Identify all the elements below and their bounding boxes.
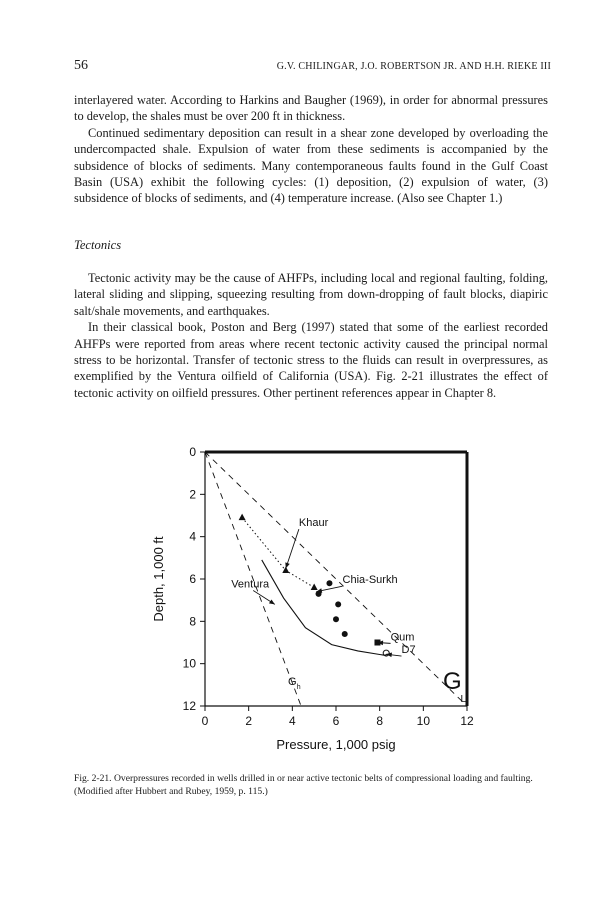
y-tick-label: 8 [189, 614, 196, 629]
figure-caption: Fig. 2-21. Overpressures recorded in wells drilled in or near active tectonic belts of compressional loading and faulting. (Modified after Hubbert and Rubey, 1959, p. 115.) [74, 773, 533, 797]
annotation-khaur: Khaur [298, 517, 329, 530]
paragraph-4: In their classical book, Poston and Berg (1997) stated that some of the earliest recorded AHFPs were reported from areas where recent tectonic activity caused the principal normal stress to be horizontal. Transfer of tectonic stress to the fluids can result in overpressures, as exemplified by the Ventura oilfield of California (USA). Fig. 2-21 illustrates the effect of tectonic activity on oilfield pressures. Other pertinent references appear in Chapter 8. [74, 320, 548, 400]
annotation-d7: D7 [401, 644, 416, 657]
x-tick-label: 0 [201, 714, 209, 728]
x-tick-label: 4 [288, 714, 296, 728]
running-header-authors: G.V. CHILINGAR, J.O. ROBERTSON JR. AND H.H. RIEKE III [276, 61, 551, 72]
body-text-top [74, 92, 548, 207]
y-tick-label: 4 [189, 529, 196, 544]
x-axis-label: Pressure, 1,000 psig [276, 737, 396, 752]
paragraph-1: interlayered water. According to Harkins and Baugher (1969), in order for abnormal pressures to develop, the shales must be over 200 ft in thickness. [74, 93, 548, 124]
annotation-arrowhead-ventura [269, 599, 275, 604]
annotation-arrowhead-khaur [285, 562, 289, 568]
y-tick-label: 10 [182, 656, 196, 671]
x-tick-label: 8 [376, 714, 384, 728]
data-point-chia-surkh-2 [335, 601, 341, 607]
data-point-khaur-2 [311, 583, 318, 590]
x-tick-label: 2 [245, 714, 253, 728]
body-text-tectonics [74, 270, 548, 401]
y-tick-label: 12 [182, 699, 196, 713]
paragraph-3: Tectonic activity may be the cause of AHFPs, including local and regional faulting, folding, lateral sliding and slipping, squeezing resulting from down-dropping of fault blocks, diapiric salt/shale movements, and earthquakes. [74, 271, 548, 318]
annotation-arrow-khaur [286, 529, 299, 568]
x-tick-label: 10 [416, 714, 431, 728]
x-tick-label: 12 [460, 714, 474, 728]
pressure-depth-chart [151, 440, 500, 770]
section-heading-tectonics: Tectonics [74, 238, 122, 252]
page-number: 56 [74, 58, 88, 73]
data-point-chia-surkh-3 [333, 616, 339, 622]
data-point-khaur-0 [239, 514, 246, 521]
y-tick-label: 0 [189, 445, 196, 459]
y-tick-label: 2 [189, 487, 196, 502]
gradient-subscript-h: h [296, 684, 301, 692]
x-tick-label: 6 [332, 714, 340, 728]
gradient-subscript-L: L [460, 693, 467, 705]
y-tick-label: 6 [189, 572, 196, 586]
gradient-label-GL: G [442, 668, 462, 696]
annotation-qum: Qum [390, 631, 415, 644]
y-axis-label: Depth, 1,000 ft [151, 536, 166, 622]
figure-2-21 [151, 440, 500, 770]
paragraph-2: Continued sedimentary deposition can result in a shear zone developed by overloading the undercompacted shale. Expulsion of water from these sediments is accompanied by the subsidence of blocks of sediments. Many contemporaneous faults found in the Gulf Coast Basin (USA) exhibit the following cycles: (1) deposition, (2) expulsion of water, (3) subsidence of blocks of sediments, and (4) temperature increase. (Also see Chapter 1.) [74, 125, 548, 206]
data-point-chia-surkh-4 [342, 631, 348, 637]
annotation-chia-surkh: Chia-Surkh [342, 574, 398, 587]
data-point-chia-surkh-1 [326, 580, 332, 586]
annotation-ventura: Ventura [231, 578, 270, 591]
gradient-label-Gh: G [287, 675, 297, 688]
